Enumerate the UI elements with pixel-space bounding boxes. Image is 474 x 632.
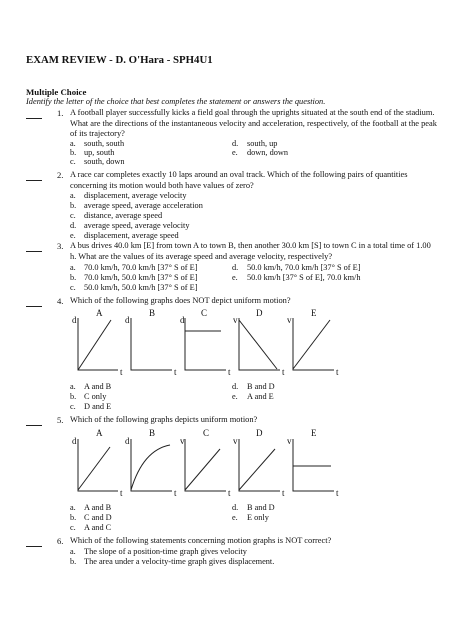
question-stem-5: Which of the following graphs depicts uniform motion?	[70, 415, 258, 424]
graph-x-axis-label: t	[336, 488, 339, 498]
graph-line	[239, 449, 275, 490]
graph-x-axis-label: t	[174, 367, 177, 377]
stem-line: A race car completes exactly 10 laps around an oval track. Which of the following pairs of quantities	[70, 170, 408, 179]
option-text: C only	[84, 392, 107, 401]
option-text: 50.0 km/h [37° S of E], 70.0 km/h	[247, 273, 361, 282]
option-text: south, south	[84, 139, 125, 148]
graph-x-axis-label: t	[282, 488, 285, 498]
option-letter: b.	[70, 273, 77, 282]
question-number-5: 5.	[57, 415, 64, 425]
option-text: D and E	[84, 402, 112, 411]
option-letter: e.	[232, 148, 238, 157]
graph-y-axis-label: v	[233, 436, 238, 446]
option-letter: b.	[70, 557, 77, 566]
option-text: down, down	[247, 148, 289, 157]
option-text: 70.0 km/h, 70.0 km/h [37° S of E]	[84, 263, 198, 272]
option-letter: e.	[232, 273, 238, 282]
option-text: up, south	[84, 148, 115, 157]
graph-x-axis-label: t	[282, 367, 285, 377]
graph-y-axis-label: d	[125, 436, 130, 446]
graph-x-axis-label: t	[228, 488, 231, 498]
option-text: A and C	[84, 523, 112, 532]
option-text: 70.0 km/h, 50.0 km/h [37° S of E]	[84, 273, 198, 282]
option-letter: b.	[70, 513, 77, 522]
option-text: south, down	[84, 157, 125, 166]
graph-axes	[293, 439, 334, 491]
option-letter: e.	[70, 231, 76, 240]
option-text: The slope of a position-time graph gives velocity	[84, 547, 247, 556]
option-text: average speed, average acceleration	[84, 201, 203, 210]
option-text: E only	[247, 513, 269, 522]
graph-axes	[131, 439, 172, 491]
option-text: A and E	[247, 392, 274, 401]
option-letter: b.	[70, 148, 77, 157]
option-letter: a.	[70, 191, 76, 200]
question-number-3: 3.	[57, 241, 64, 251]
option-text: south, up	[247, 139, 278, 148]
option-text: A and B	[84, 382, 112, 391]
option-text: distance, average speed	[84, 211, 163, 220]
question-number-6: 6.	[57, 536, 64, 546]
option-letter: e.	[232, 392, 238, 401]
graph-line	[78, 447, 110, 490]
graph-axes	[78, 439, 118, 491]
graph-letter-a: A	[96, 428, 103, 438]
graph-x-axis-label: t	[120, 367, 123, 377]
question-stem-6: Which of the following statements concerning motion graphs is NOT correct?	[70, 536, 332, 545]
stem-line: h. What are the values of its average speed and average velocity, respectively?	[70, 251, 333, 261]
option-letter: c.	[70, 157, 76, 166]
graph-y-axis-label: d	[180, 315, 185, 325]
graph-letter-c: C	[203, 428, 210, 438]
option-text: 50.0 km/h, 50.0 km/h [37° S of E]	[84, 283, 198, 292]
option-text: A and B	[84, 503, 112, 512]
graph-letter-b: B	[149, 428, 156, 438]
graph-y-axis-label: d	[72, 315, 77, 325]
stem-line: What are the directions of the instantaneous velocity and acceleration, respectively, of the football at the peak	[70, 118, 437, 128]
option-letter: c.	[70, 211, 76, 220]
graph-x-axis-label: t	[336, 367, 339, 377]
option-letter: c.	[70, 283, 76, 292]
option-text: displacement, average speed	[84, 231, 179, 240]
stem-line: A football player successfully kicks a field goal through the uprights situated at the south end of the stadium.	[70, 108, 435, 117]
question-stem-4: Which of the following graphs does NOT depict uniform motion?	[70, 296, 291, 305]
option-letter: d.	[232, 503, 239, 512]
option-letter: a.	[70, 263, 76, 272]
option-letter: b.	[70, 392, 77, 401]
graph-letter-d: D	[256, 308, 263, 318]
graph-y-axis-label: v	[287, 315, 292, 325]
graph-curve	[131, 445, 170, 490]
section-heading: Multiple Choice	[26, 87, 87, 97]
graph-y-axis-label: v	[287, 436, 292, 446]
graph-x-axis-label: t	[174, 488, 177, 498]
stem-line: of its trajectory?	[70, 129, 125, 138]
stem-line: A bus drives 40.0 km [E] from town A to town B, then another 30.0 km [S] to town C in a total time of 1.00	[70, 241, 431, 250]
stem-line: concerning its motion would both have values of zero?	[70, 180, 254, 190]
graph-x-axis-label: t	[228, 367, 231, 377]
option-text: B and D	[247, 382, 275, 391]
graph-letter-e: E	[311, 428, 317, 438]
question-number-2: 2.	[57, 170, 64, 180]
graph-letter-e: E	[311, 308, 317, 318]
option-text: 50.0 km/h, 70.0 km/h [37° S of E]	[247, 263, 361, 272]
graph-letter-b: B	[149, 308, 156, 318]
graph-letter-d: D	[256, 428, 263, 438]
option-letter: a.	[70, 547, 76, 556]
section-instructions: Identify the letter of the choice that best completes the statement or answers the question.	[26, 97, 326, 106]
exam-title: EXAM REVIEW - D. O'Hara - SPH4U1	[26, 54, 213, 66]
graph-y-axis-label: v	[233, 315, 238, 325]
option-text: The area under a velocity-time graph gives displacement.	[84, 557, 275, 566]
question-number-4: 4.	[57, 296, 64, 306]
option-text: displacement, average velocity	[84, 191, 187, 200]
graph-x-axis-label: t	[120, 488, 123, 498]
graph-line	[185, 449, 220, 490]
option-letter: c.	[70, 523, 76, 532]
option-text: B and D	[247, 503, 275, 512]
graph-y-axis-label: d	[125, 315, 130, 325]
answer-blank-6[interactable]	[26, 546, 42, 547]
graph-letter-c: C	[201, 308, 208, 318]
option-letter: d.	[70, 221, 77, 230]
option-text: average speed, average velocity	[84, 221, 190, 230]
graph-y-axis-label: d	[72, 436, 77, 446]
graph-letter-a: A	[96, 308, 103, 318]
option-letter: a.	[70, 503, 76, 512]
question-number-1: 1.	[57, 108, 64, 118]
option-letter: d.	[232, 139, 239, 148]
option-letter: a.	[70, 382, 76, 391]
option-letter: b.	[70, 201, 77, 210]
option-letter: e.	[232, 513, 238, 522]
option-letter: d.	[232, 263, 239, 272]
option-letter: a.	[70, 139, 76, 148]
option-letter: c.	[70, 402, 76, 411]
option-text: C and D	[84, 513, 112, 522]
option-letter: d.	[232, 382, 239, 391]
graph-y-axis-label: v	[180, 436, 185, 446]
